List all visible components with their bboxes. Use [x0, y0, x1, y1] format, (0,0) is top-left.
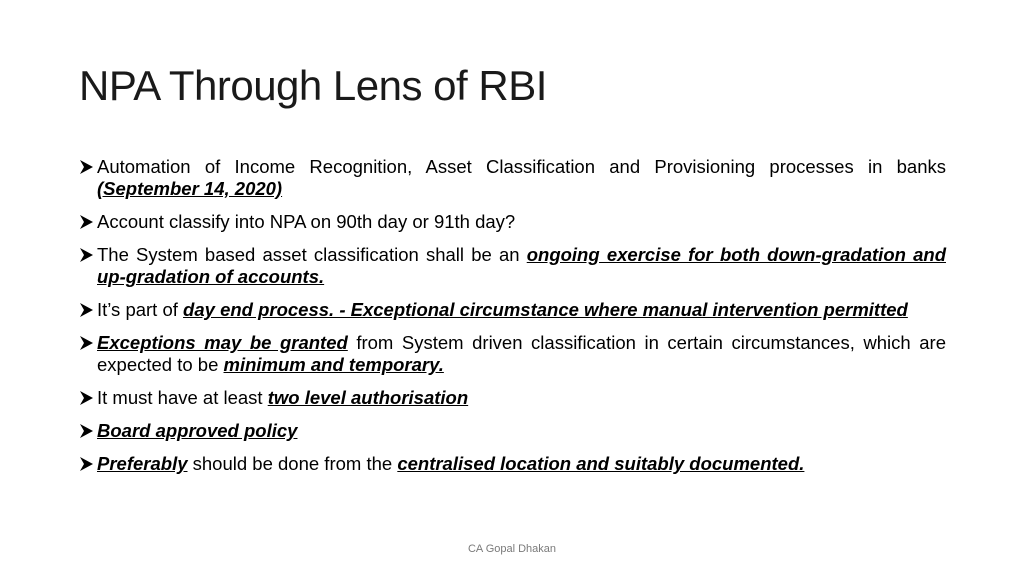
arrow-bullet-icon — [78, 456, 94, 472]
bullet-emphasis: two level authorisation — [267, 387, 469, 408]
arrow-bullet-icon — [78, 214, 94, 230]
arrow-bullet-icon — [78, 159, 94, 175]
bullet-item — [78, 387, 946, 409]
bullet-item — [78, 299, 946, 321]
bullet-text: Automation of Income Recognition, Asset Classification and Provisioning processes in banks — [97, 156, 946, 177]
arrow-bullet-icon — [78, 335, 94, 351]
bullet-emphasis: Board approved policy — [97, 420, 298, 441]
bullet-item — [78, 420, 946, 442]
bullet-emphasis: centralised location and suitably documented. — [397, 453, 805, 474]
arrow-bullet-icon — [78, 390, 94, 406]
arrow-bullet-icon — [78, 247, 94, 263]
bullet-text: from System driven classification in certain circumstances, which are expected to be — [97, 332, 946, 375]
bullet-emphasis: (September 14, 2020) — [97, 178, 283, 199]
arrow-bullet-icon — [78, 302, 94, 318]
slide-footer: CA Gopal Dhakan — [467, 543, 557, 555]
slide-title: NPA Through Lens of RBI — [79, 62, 547, 109]
bullet-item — [78, 211, 946, 233]
bullet-emphasis: minimum and temporary. — [223, 354, 444, 375]
bullet-emphasis: ongoing exercise for both down-gradation and up-gradation of accounts. — [97, 244, 946, 287]
bullet-text: It’s part of — [97, 299, 184, 320]
bullet-text: The System based asset classification shall be an — [97, 244, 527, 265]
bullet-emphasis: Exceptions may be granted — [97, 332, 348, 353]
arrow-bullet-icon — [78, 423, 94, 439]
bullet-text: It must have at least — [97, 387, 268, 408]
bullet-emphasis: Preferably — [97, 453, 188, 474]
bullet-item — [78, 332, 946, 376]
bullet-emphasis: day end process. - Exceptional circumstance where manual intervention permitted — [183, 299, 908, 320]
bullet-item — [78, 244, 946, 288]
bullet-item — [78, 156, 946, 200]
bullet-text: Account classify into NPA on 90th day or 91th day? — [97, 211, 516, 232]
bullet-item — [78, 453, 946, 475]
bullet-text: should be done from the — [187, 453, 398, 474]
bullet-list — [78, 156, 946, 486]
